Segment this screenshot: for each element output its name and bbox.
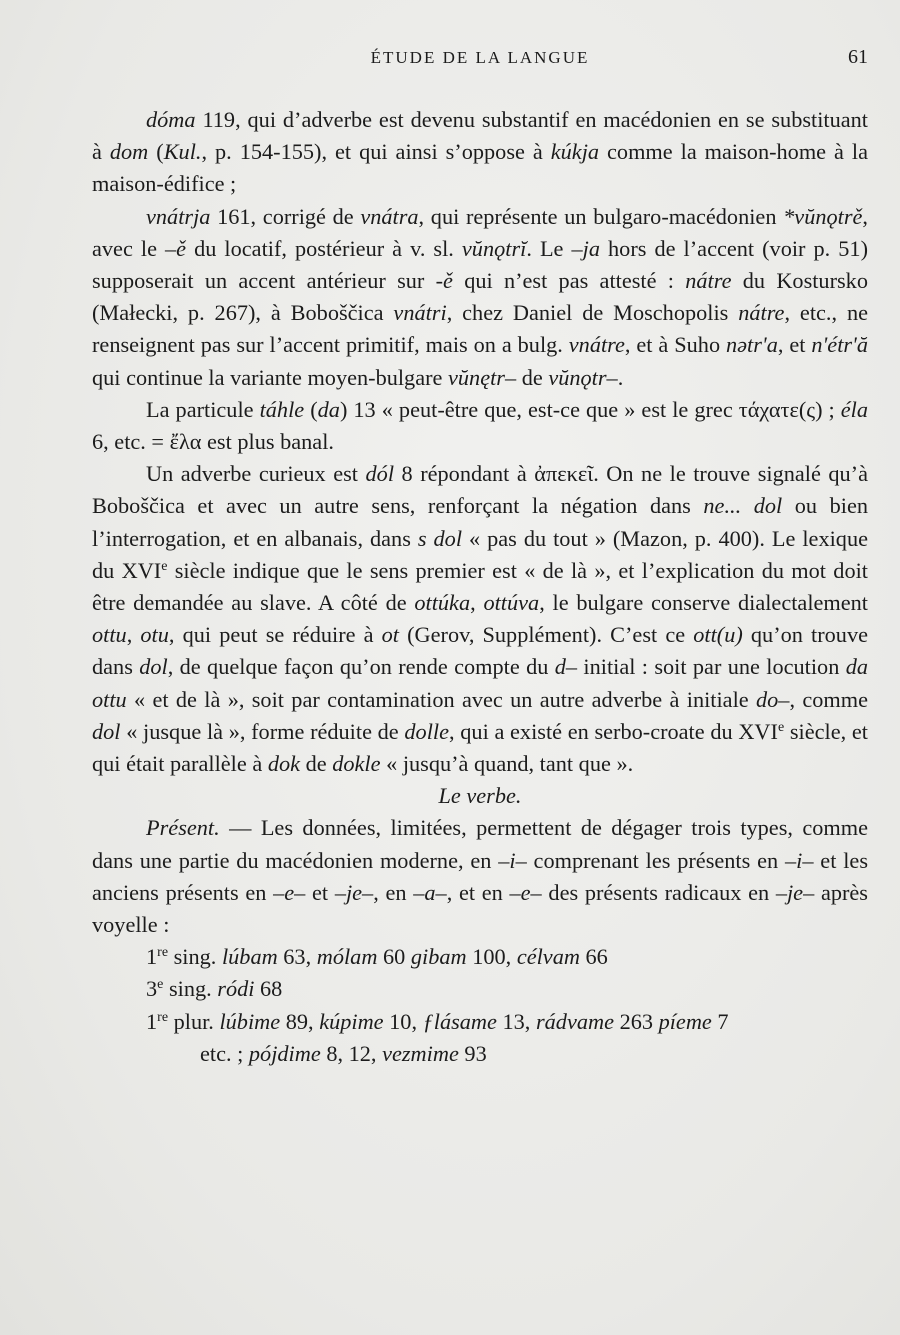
italic-term: ott(u)	[693, 622, 743, 648]
italic-term: –je–	[775, 879, 815, 905]
text-run: τάχατε(ς)	[738, 396, 823, 422]
text-run: . On ne le trouve signalé qu’à Boboščica et avec un autre sens, renforçant la négation dans	[92, 461, 869, 519]
text-run: 6, etc. =	[92, 429, 170, 455]
text-run: siècle, et qui était parallèle à	[92, 718, 868, 777]
text-run: , et	[777, 332, 812, 358]
text-run: , avec le	[92, 203, 868, 261]
italic-term: ródi	[217, 976, 255, 1002]
italic-term: Kul.	[163, 139, 202, 165]
italic-term: -ě	[435, 268, 453, 294]
text-run: du locatif, postérieur à v. sl.	[186, 235, 462, 261]
text-run: ἀπεκεῖ	[534, 461, 594, 487]
text-run: sing.	[168, 944, 222, 970]
italic-term: Présent.	[146, 815, 220, 841]
form-line	[92, 1006, 868, 1038]
text-run: 8, 12,	[320, 1040, 383, 1066]
italic-term: dolle	[404, 718, 449, 744]
text-run: , p. 154-155), et qui ainsi s’oppose à	[201, 139, 551, 165]
text-run: — Les données, limitées, permettent de dégager trois types, comme dans une partie du macédonien moderne, en	[92, 815, 868, 873]
running-head	[92, 44, 868, 74]
italic-term: –e–	[273, 879, 306, 905]
text-run: plur.	[168, 1008, 220, 1034]
italic-term: vnátri	[393, 300, 447, 326]
text-run: 89,	[280, 1008, 320, 1034]
text-run: , et à Suho	[624, 332, 727, 358]
text-run: 60	[377, 944, 411, 970]
italic-term: ottúva	[483, 590, 540, 616]
italic-term: vŭnǫtr–	[548, 364, 618, 390]
italic-term: –a–	[413, 879, 447, 905]
italic-term: nátre	[738, 300, 785, 326]
page-number: 61	[848, 46, 868, 68]
text-run: (	[304, 396, 318, 422]
text-run: .	[617, 364, 624, 390]
italic-term: do–	[756, 686, 790, 712]
text-run: et les anciens présents en	[92, 847, 868, 905]
text-run: 7	[711, 1008, 729, 1034]
superscript: e	[777, 719, 785, 735]
italic-term: pójdime	[248, 1040, 321, 1066]
italic-term: nətr'a	[726, 332, 778, 358]
section-heading: Le verbe.	[438, 783, 522, 809]
text-run: , de quelque façon qu’on rende compte du	[167, 654, 555, 680]
italic-term: –i–	[498, 847, 527, 873]
text-run: ou bien l’interrogation, et en albanais, dans	[92, 493, 868, 551]
italic-term: lúbam	[221, 944, 278, 970]
text-run: qui continue la variante moyen-bulgare	[92, 364, 448, 390]
italic-term: –e–	[509, 879, 542, 905]
italic-term: s dol	[417, 525, 463, 551]
form-line	[92, 941, 868, 973]
text-run: 10,	[383, 1008, 423, 1034]
italic-term: –je–	[334, 879, 374, 905]
text-run: est plus banal.	[201, 429, 334, 455]
italic-term: lúbime	[219, 1008, 281, 1034]
text-run: « jusqu’à quand, tant que ».	[380, 751, 634, 777]
italic-term: dom	[109, 139, 149, 165]
text-run: 13,	[496, 1008, 536, 1034]
text-run: après voyelle :	[92, 879, 868, 938]
italic-term: vnátrja	[146, 203, 211, 229]
italic-term: kúkja	[550, 139, 600, 165]
superscript: e	[157, 977, 164, 993]
form-line	[92, 973, 868, 1005]
text-run: , qui peut se réduire à	[168, 622, 382, 648]
text-run: de	[300, 751, 333, 777]
text-run: , le bulgare conserve dialectalement	[539, 590, 868, 616]
paragraph	[92, 201, 868, 394]
text-run: 263	[614, 1008, 659, 1034]
superscript: re	[157, 1009, 169, 1025]
superscript: e	[161, 558, 168, 574]
italic-term: vezmime	[382, 1040, 459, 1066]
italic-term: otu	[140, 622, 169, 648]
italic-term: mólam	[316, 944, 378, 970]
italic-term: ottúka	[414, 590, 471, 616]
text-run: des présents radicaux en	[541, 879, 776, 905]
italic-term: vŭnǫtrĭ	[461, 235, 527, 261]
text-run: siècle indique que le sens premier est « de là », et l’explication du mot doit être demandée au slave. A côté de	[92, 557, 868, 616]
text-run: , comme	[789, 686, 868, 712]
italic-term: rádvame	[535, 1008, 614, 1034]
text-run: , chez Daniel de Moschopolis	[446, 300, 739, 326]
text-run: , en	[373, 879, 414, 905]
italic-term: ot	[381, 622, 399, 648]
text-run: 63,	[277, 944, 317, 970]
text-run: ,	[470, 590, 484, 616]
text-run: de	[516, 364, 549, 390]
text-run: qui n’est pas attesté :	[452, 268, 686, 294]
text-run: La particule	[146, 396, 260, 422]
text-run: 8 répondant à	[394, 461, 535, 487]
text-run: , etc., ne renseignent pas sur l’accent primitif, mais on a bulg.	[92, 300, 868, 358]
italic-term: –i–	[784, 847, 814, 873]
italic-term: dóma	[146, 107, 196, 132]
italic-term: ƒlásame	[422, 1008, 497, 1034]
text-run: , et en	[446, 879, 510, 905]
italic-term: dol	[92, 718, 121, 744]
text-run: (	[148, 139, 164, 165]
form-line	[92, 1038, 868, 1070]
paragraph	[92, 394, 868, 458]
body-text	[92, 104, 868, 1070]
text-run: 1	[146, 1008, 158, 1034]
italic-term: célvam	[516, 944, 580, 970]
text-run: sing.	[163, 976, 218, 1002]
text-run: Un adverbe curieux est	[146, 461, 366, 487]
italic-term: píeme	[658, 1008, 712, 1034]
paragraph	[92, 104, 868, 201]
italic-term: –ě	[165, 235, 187, 261]
text-run: « pas du tout » (Mazon, p. 400). Le lexique du XVI	[92, 525, 868, 583]
text-run: du Kostursko (Małecki, p. 267), à Boboščica	[92, 268, 868, 326]
text-run: ;	[822, 396, 841, 422]
text-run: « jusque là », forme réduite de	[120, 718, 405, 744]
text-run: qu’on trouve dans	[92, 622, 868, 680]
italic-term: da	[317, 396, 340, 422]
text-run: 3	[146, 976, 158, 1002]
italic-term: kúpime	[319, 1008, 384, 1034]
text-run: comprenant les présents en	[526, 847, 785, 873]
italic-term: *vŭnǫtrě	[783, 203, 863, 229]
text-run: 68	[254, 976, 283, 1002]
italic-term: –ja	[571, 235, 600, 261]
text-run: comme la maison-home à la maison-édifice ;	[92, 139, 868, 197]
italic-term: vnátra	[360, 203, 419, 229]
italic-term: vnátre	[568, 332, 625, 358]
text-run: ,	[126, 622, 141, 648]
italic-term: da ottu	[92, 654, 868, 712]
text-run: 161, corrigé de	[210, 203, 361, 229]
text-run: 1	[146, 944, 158, 970]
italic-term: gibam	[410, 944, 467, 970]
text-run: ) 13 « peut-être que, est-ce que » est le grec	[339, 396, 739, 422]
italic-term: n'étr'ă	[811, 332, 868, 358]
paragraph	[92, 458, 868, 780]
italic-term: dol	[139, 654, 168, 680]
italic-term: táhle	[259, 396, 305, 422]
italic-term: dok	[267, 751, 301, 777]
italic-term: éla	[840, 396, 869, 422]
text-run: etc. ;	[200, 1040, 249, 1066]
superscript: re	[157, 945, 169, 961]
italic-term: ne... dol	[703, 493, 783, 519]
running-title: ÉTUDE DE LA LANGUE	[370, 48, 590, 67]
text-run: ἔλα	[169, 429, 202, 455]
text-run: 66	[579, 944, 608, 970]
text-run: et	[305, 879, 335, 905]
text-run: 100,	[466, 944, 517, 970]
italic-term: dokle	[332, 751, 381, 777]
text-run: , qui représente un bulgaro-macédonien	[418, 203, 784, 229]
text-run: « et de là », soit par contamination avec un autre adverbe à initiale	[126, 686, 756, 712]
text-run: (Gerov, Supplément). C’est ce	[399, 622, 694, 648]
text-run: hors de l’accent (voir p. 51) supposerait un accent antérieur sur	[92, 235, 868, 294]
italic-term: dól	[365, 461, 395, 487]
italic-term: vŭnętr–	[448, 364, 517, 390]
text-run: 93	[458, 1040, 487, 1066]
text-run: . Le	[526, 235, 572, 261]
text-run: , qui a existé en serbo-croate du XVI	[449, 718, 778, 744]
italic-term: nátre	[685, 268, 732, 294]
italic-term: ottu	[92, 622, 127, 648]
text-run: initial : soit par une locution	[577, 654, 846, 680]
paragraph	[92, 812, 868, 941]
text-run: 119, qui d’adverbe est devenu substantif en macédonien en se substituant à	[92, 107, 868, 165]
italic-term: d–	[554, 654, 578, 680]
